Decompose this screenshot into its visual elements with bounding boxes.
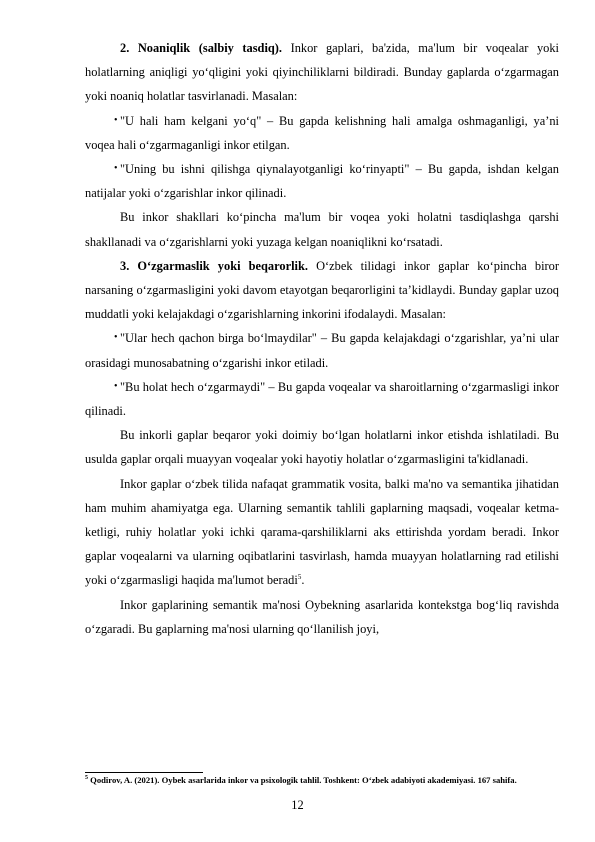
footnote-divider [85,772,203,773]
list-item-text: "Ular hech qachon birga bo‘lmaydilar" – Bu gapda kelajakdagi o‘zgarishlar, ya’ni ular orasidagi munosabatning o‘zgarishi inkor etiladi. [85,331,559,370]
list-item-text: "U hali ham kelgani yo‘q" – Bu gapda kelishning hali amalga oshmaganligi, ya’ni voqea hali o‘zgarmaganligi inkor etilgan. [85,113,559,152]
list-item [85,375,559,423]
bullet-icon: • [114,163,118,175]
paragraph-text: O‘zbek tilidagi inkor gaplar ko‘pincha biror narsaning o‘zgarmasligini yoki davom etayotgan beqarorligini ta’kidlaydi. Bunday gaplar uzoq muddatli yoki kelajakdagi o‘zgarishlarning inkorini ifodalaydi. Masalan: [85,258,559,322]
list-item [85,326,559,374]
paragraph-text: Bu inkor shakllari ko‘pincha ma'lum bir voqea yoki holatni tasdiqlashga qarshi shakllanadi va o‘zgarishlarni yoki yuzaga kelgan noaniqlikni ko‘rsatadi. [85,210,559,249]
footnote-text: Qodirov, A. (2021). Oybek asarlarida inkor va psixologik tahlil. Toshkent: O‘zbek adabiyoti akademiyasi. 167 sahifa. [88,775,517,785]
paragraph [85,593,559,641]
footnote [85,775,559,785]
paragraph-text: Inkor gaplari, ba'zida, ma'lum bir voqealar yoki holatlarning aniqligi yo‘qligini yoki qiyinchiliklarni bildiradi. Bunday gaplarda o‘zgarmagan yoki noaniq holatlar tasvirlanadi. Masalan: [85,41,559,104]
bullet-icon: • [114,114,118,126]
footnote-marker: 5 [85,775,88,782]
paragraph [85,472,559,593]
list-item [85,157,559,205]
page-number: 12 [291,798,304,812]
footnote-reference: 5 [297,573,302,582]
paragraph [85,423,559,471]
paragraph-ozgarmaslik [85,254,559,327]
paragraph-noaniqlik [85,36,559,109]
paragraph-text: Inkor gaplarining semantik ma'nosi Oybekning asarlarida kontekstga bog‘liq ravishda o‘zgaradi. Bu gaplarning ma'nosi ularning qo‘llanilish joyi, [85,597,559,636]
list-item [85,109,559,157]
list-item-text: "Bu holat hech o‘zgarmaydi" – Bu gapda voqealar va sharoitlarning o‘zgarmasligi inkor qilinadi. [85,379,559,419]
list-item-text: "Uning bu ishni qilishga qiynalayotganligi ko‘rinyapti" – Bu gapda, ishdan kelgan natijalar yoki o‘zgarishlar inkor qilinadi. [85,162,559,201]
heading-noaniqlik: 2. Noaniqlik (salbiy tasdiq). [120,41,283,55]
body-text [85,36,559,641]
paragraph-text: Inkor gaplar o‘zbek tilida nafaqat grammatik vosita, balki ma'no va semantika jihatidan ham muhim ahamiyatga ega. Ularning semantik tahlili gaplarning maqsadi, voqealar ketma-ketligi, ruhiy holatlar yoki ichki qarama-qarshiliklarni aks ettirishda yordam beradi. Inkor gaplar voqealarni va ularning oqibatlarini tasvirlash, hamda muayyan holatlarning rad etilishi yoki o‘zgarmasligi haqida ma'lumot beradi [85,476,559,588]
paragraph-text: Bu inkorli gaplar beqaror yoki doimiy bo‘lgan holatlarni inkor etishda ishlatiladi. Bu usulda gaplar orqali muayyan voqealar yoki hayotiy holatlar o‘zgarmasligini ta'kidlanadi. [85,428,559,467]
paragraph-tail: . [301,573,305,588]
heading-ozgarmaslik: 3. O‘zgarmaslik yoki beqarorlik. [120,258,308,273]
paragraph [85,205,559,253]
bullet-icon: • [114,380,118,392]
bullet-icon: • [114,332,118,344]
